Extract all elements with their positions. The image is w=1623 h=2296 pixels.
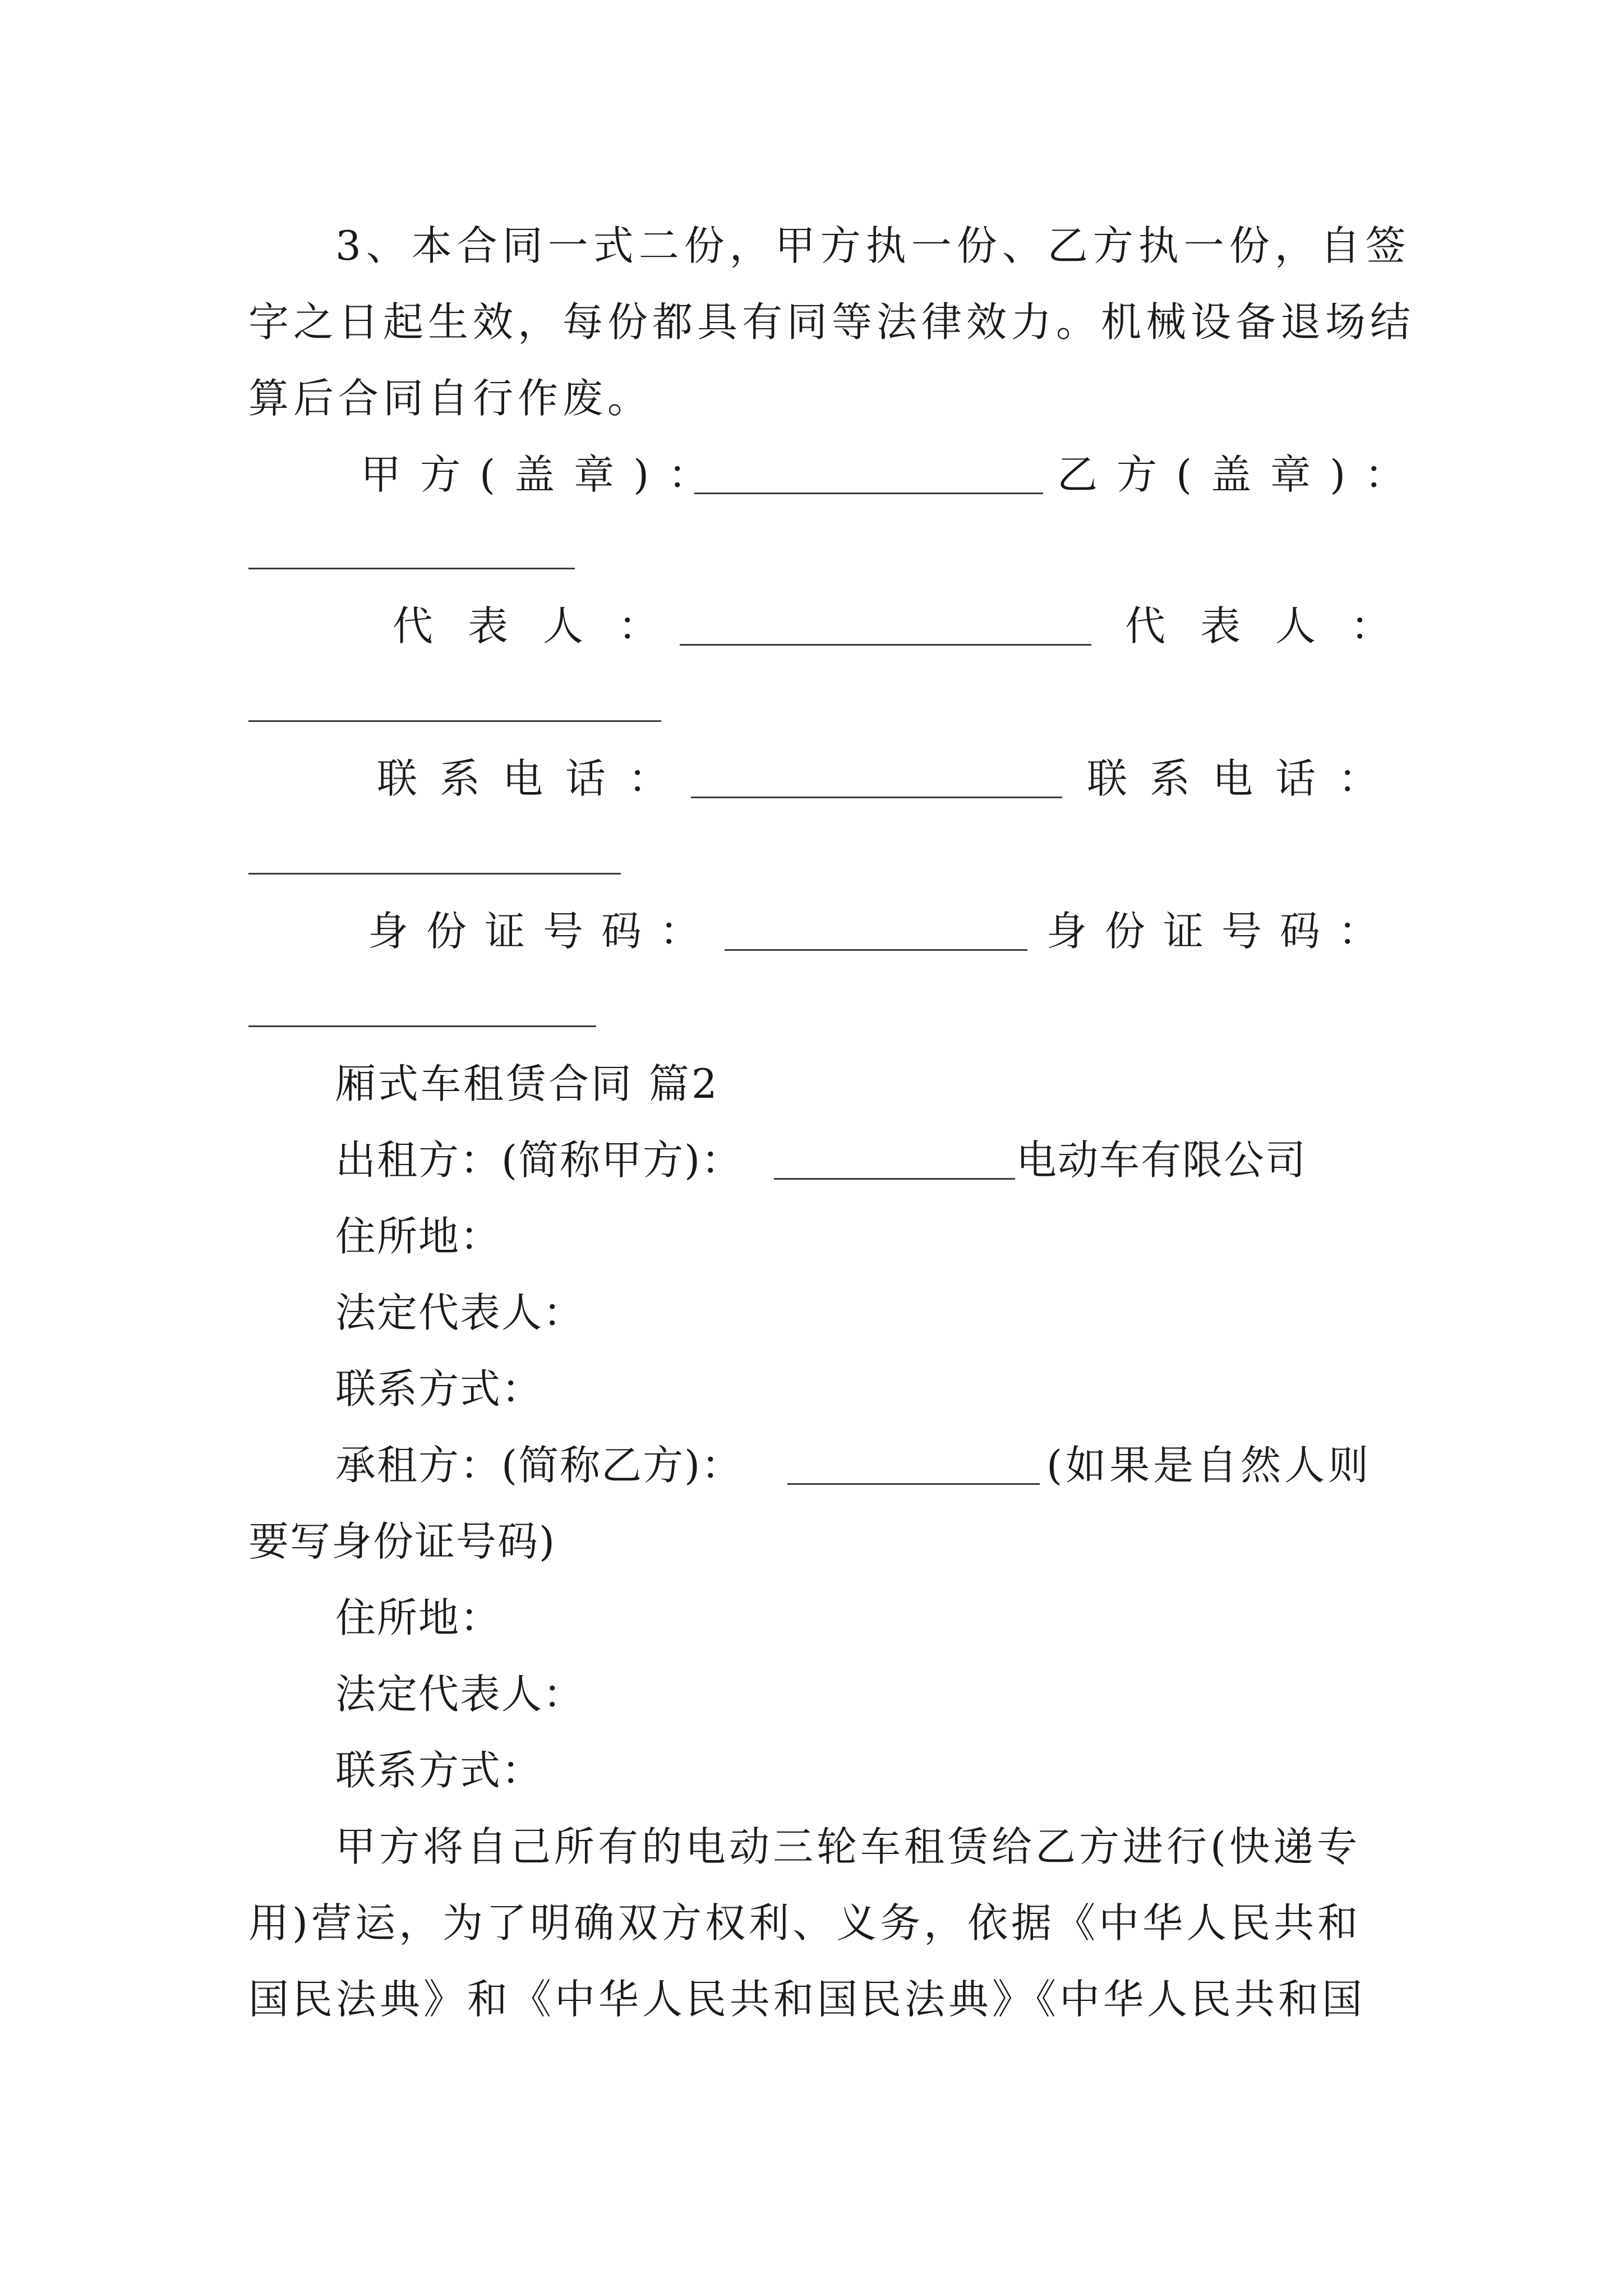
lessee-suffix: (如果是自然人则 — [1046, 1442, 1372, 1489]
lessee-suffix-2: 要写身份证号码) — [248, 1518, 556, 1565]
id-a-label: 身份证号码： — [368, 908, 718, 955]
lessor-address: 住所地： — [335, 1213, 502, 1260]
rep-b-blank — [248, 720, 661, 722]
id-a-blank — [725, 949, 1027, 951]
id-b-blank — [248, 1025, 596, 1027]
party-b-seal-blank — [248, 568, 575, 569]
party-a-seal-blank — [694, 493, 1043, 494]
lessor-contact: 联系方式： — [335, 1365, 543, 1412]
lessee-contact: 联系方式： — [335, 1747, 543, 1794]
clause3-line1: 3、本合同一式二份，甲方执一份、乙方执一份，自签 — [335, 222, 1411, 269]
rep-a-blank — [680, 644, 1091, 646]
lessor-suffix: 电动车有限公司 — [1016, 1137, 1307, 1184]
clause3-line2: 字之日起生效，每份都具有同等法律效力。机械设备退场结 — [248, 298, 1415, 346]
rep-b-label: 代表人： — [1125, 602, 1426, 650]
lessor-label: 出租方：(简称甲方)： — [335, 1137, 743, 1184]
lessor-name-blank — [774, 1178, 1015, 1180]
lessee-label: 承租方：(简称乙方)： — [335, 1442, 743, 1489]
clause3-line3: 算后合同自行作废。 — [248, 375, 653, 422]
section2-title: 厢式车租赁合同 篇2 — [335, 1060, 720, 1107]
rep-a-label: 代表人： — [393, 602, 694, 650]
phone-b-blank — [248, 873, 621, 875]
party-a-seal-label: 甲方(盖章)： — [361, 451, 728, 498]
lessor-legal-rep: 法定代表人： — [335, 1289, 585, 1336]
lessee-legal-rep: 法定代表人： — [335, 1671, 585, 1718]
body-line3: 国民法典》和《中华人民共和国民法典》《中华人民共和国 — [248, 1976, 1366, 2023]
lessee-address: 住所地： — [335, 1594, 502, 1641]
phone-a-label: 联系电话： — [377, 755, 691, 802]
body-line2: 用)营运，为了明确双方权利、义务，依据《中华人民共和 — [248, 1899, 1362, 1947]
phone-a-blank — [691, 797, 1062, 798]
body-line1: 甲方将自己所有的电动三轮车租赁给乙方进行(快递专 — [335, 1823, 1361, 1870]
id-b-label: 身份证号码： — [1046, 908, 1397, 955]
phone-b-label: 联系电话： — [1087, 755, 1401, 802]
lessee-name-blank — [787, 1483, 1040, 1485]
party-b-seal-label: 乙方(盖章)： — [1057, 451, 1424, 498]
